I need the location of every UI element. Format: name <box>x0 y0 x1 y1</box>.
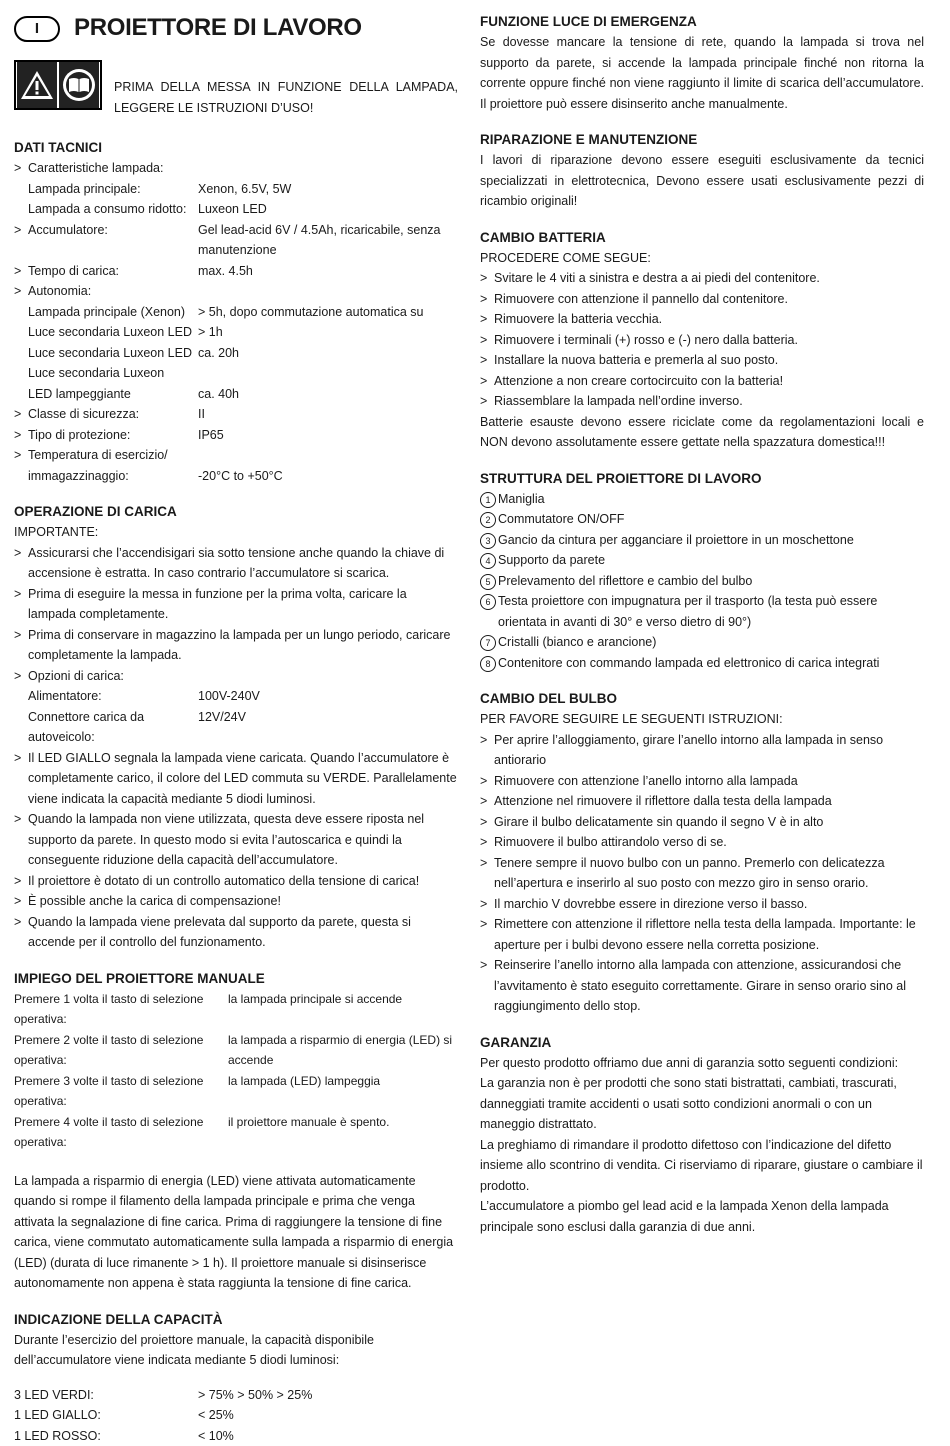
list-item: 8 Contenitore con commando lampada ed elettronico di carica integrati <box>480 653 924 674</box>
list-item: > Attenzione nel rimuovere il riflettore dalla testa della lampada <box>480 791 924 812</box>
warranty-line: L’accumulatore a piombo gel lead acid e la lampada Xenon della lampada principale sono esclusi dalla garanzia di due anni. <box>480 1196 924 1237</box>
list-item: > È possible anche la carica di compensazione! <box>14 891 458 912</box>
list-item: > Opzioni di carica: <box>14 666 458 687</box>
list-item: > Assicurarsi che l’accendisigari sia sotto tensione anche quando la chiave di accensione è estratta. In caso contrario l’accumulatore si scarica. <box>14 543 458 584</box>
list-item: > Quando la lampada viene prelevata dal supporto da parete, questa si accende per il controllo del funzionamento. <box>14 912 458 953</box>
list-item: 7 Cristalli (bianco e arancione) <box>480 632 924 653</box>
section-heading: RIPARAZIONE E MANUTENZIONE <box>480 130 924 150</box>
list-item: > Rimuovere con attenzione il pannello dal contenitore. <box>480 289 924 310</box>
page-title: PROIETTORE DI LAVORO <box>74 14 362 42</box>
list-item: > Il LED GIALLO segnala la lampada viene caricata. Quando l’accumulatore è completamente carico, il colore del LED commuta su VERDE. Parallelamente viene indicata la capacità mediante 5 diodi luminosi. <box>14 748 458 810</box>
left-column <box>14 0 458 1446</box>
spec-row: Lampada principale: Xenon, 6.5V, 5W <box>14 179 458 200</box>
warning-triangle-icon <box>17 62 57 108</box>
spec-row: Connettore carica da autoveicolo: 12V/24V <box>14 707 458 748</box>
warranty-line: Per questo prodotto offriamo due anni di garanzia sotto seguenti condizioni: <box>480 1053 924 1074</box>
list-item: 3 Gancio da cintura per agganciare il proiettore in un moschettone <box>480 530 924 551</box>
language-badge: I <box>14 16 60 42</box>
battery-paragraph: Batterie esauste devono essere riciclate come da regolamentazioni locali e NON devono assolutamente essere gettate nella spazzatura domestica!!! <box>480 412 924 453</box>
spec-row: Luce secondaria Luxeon LED ca. 20h <box>14 343 458 364</box>
warranty-line: La preghiamo di rimandare il prodotto difettoso con l’indicazione del difetto insieme allo scontrino di vendita. Ci riserviamo di riparare, giustare o cambiare il prodotto. <box>480 1135 924 1197</box>
capacity-paragraph: Durante l’esercizio del proiettore manuale, la capacità disponibile dell’accumulatore viene indicata mediante 5 diodi luminosi: <box>14 1330 458 1371</box>
list-item: > Rimuovere il bulbo attirandolo verso di se. <box>480 832 924 853</box>
spec-row: > Tempo di carica: max. 4.5h <box>14 261 458 282</box>
right-column <box>480 12 924 1237</box>
spec-row: > Classe di sicurezza: II <box>14 404 458 425</box>
list-item: > Rimuovere con attenzione l’anello intorno alla lampada <box>480 771 924 792</box>
operation-row: Premere 3 volte il tasto di selezione operativa: la lampada (LED) lampeggia <box>14 1071 458 1112</box>
list-item: 5 Prelevamento del riflettore e cambio del bulbo <box>480 571 924 592</box>
spec-row: Alimentatore: 100V-240V <box>14 686 458 707</box>
list-item: 4 Supporto da parete <box>480 550 924 571</box>
repair-paragraph: I lavori di riparazione devono essere eseguiti esclusivamente da tecnici specializzati in elettrotecnica, Devono essere usati esclusivamente pezzi di ricambio originali! <box>480 150 924 212</box>
warning-text: PRIMA DELLA MESSA IN FUNZIONE DELLA LAMPADA, LEGGERE LE ISTRUZIONI D’USO! <box>114 77 458 119</box>
operation-row: Premere 4 volte il tasto di selezione operativa: il proiettore manuale è spento. <box>14 1112 458 1153</box>
spec-row: Lampada a consumo ridotto: Luxeon LED <box>14 199 458 220</box>
usage-section <box>14 969 458 1294</box>
section-heading: FUNZIONE LUCE DI EMERGENZA <box>480 12 924 32</box>
operation-row: Premere 2 volte il tasto di selezione operativa: la lampada a risparmio di energia (LED) si accende <box>14 1030 458 1071</box>
section-heading: CAMBIO BATTERIA <box>480 228 924 248</box>
list-item: > Installare la nuova batteria e premerla al suo posto. <box>480 350 924 371</box>
section-heading: STRUTTURA DEL PROIETTORE DI LAVORO <box>480 469 924 489</box>
list-item: > Rimettere con attenzione il riflettore nella testa della lampada. Importante: le aperture per i bulbi devono essere nella corretta posizione. <box>480 914 924 955</box>
capacity-row: 1 LED GIALLO: < 25% <box>14 1405 458 1426</box>
lamp-features-label: Caratteristiche lampada: <box>28 158 458 179</box>
bulb-section <box>480 689 924 1017</box>
list-item: > Il proiettore è dotato di un controllo automatico della tensione di carica! <box>14 871 458 892</box>
warranty-line: La garanzia non è per prodotti che sono stati bistrattati, cambiati, trascurati, danneggiati tramite accidenti o usati sotto condizioni anormali o con un maneggio distrattato. <box>480 1073 924 1135</box>
repair-section <box>480 130 924 212</box>
subheading: PROCEDERE COME SEGUE: <box>480 248 924 269</box>
usage-paragraph: La lampada a risparmio di energia (LED) viene attivata automaticamente quando si rompe il filamento della lampada principale e prima che venga attivata la segnalazione di fine carica. Prima di raggiungere la tensione di fine carica, viene commutato automaticamente sulla lampada a risparmio di energia (LED) (durata di luce rimanente > 1 h). Il proiettore manuale si disinserisce autonomamente non appena è stata raggiunta la tensione di fine carica. <box>14 1171 458 1294</box>
subheading: PER FAVORE SEGUIRE LE SEGUENTI ISTRUZIONI: <box>480 709 924 730</box>
battery-section <box>480 228 924 453</box>
list-item: > Rimuovere i terminali (+) rosso e (-) nero dalla batteria. <box>480 330 924 351</box>
section-heading: INDICAZIONE DELLA CAPACITÀ <box>14 1310 458 1330</box>
list-item: > Attenzione a non creare cortocircuito con la batteria! <box>480 371 924 392</box>
subheading: IMPORTANTE: <box>14 522 458 543</box>
section-heading: CAMBIO DEL BULBO <box>480 689 924 709</box>
capacity-row: 1 LED ROSSO: < 10% <box>14 1426 458 1446</box>
warranty-section <box>480 1033 924 1238</box>
list-item: > Riassemblare la lampada nell’ordine inverso. <box>480 391 924 412</box>
emergency-section <box>480 12 924 114</box>
list-item: 1 Maniglia <box>480 489 924 510</box>
list-item: > Reinserire l’anello intorno alla lampada con attenzione, assicurandosi che l’avvitamento è stato eseguito correttamente. Girare in senso orario sino al raggiungimento dello stop. <box>480 955 924 1017</box>
warning-icons <box>14 60 102 110</box>
spec-row: > Temperatura di esercizio/ immagazzinaggio: -20°C to +50°C <box>14 445 458 486</box>
charging-section <box>14 502 458 953</box>
spec-row: Lampada principale (Xenon) > 5h, dopo commutazione automatica su <box>14 302 458 323</box>
spec-row: Luce secondaria Luxeon LED lampeggiante ca. 40h <box>14 363 458 404</box>
section-heading: GARANZIA <box>480 1033 924 1053</box>
list-item: > Per aprire l’alloggiamento, girare l’anello intorno alla lampada in senso antiorario <box>480 730 924 771</box>
list-item: > Rimuovere la batteria vecchia. <box>480 309 924 330</box>
list-item: > Quando la lampada non viene utilizzata, questa deve essere riposta nel supporto da parete. In questo modo si evita l’autoscarica e quindi la conseguente riduzione della capacità dell’accumulatore. <box>14 809 458 871</box>
spec-row: > Accumulatore: Gel lead-acid 6V / 4.5Ah, ricaricabile, senza manutenzione <box>14 220 458 261</box>
list-item: > Svitare le 4 viti a sinistra e destra a ai piedi del contenitore. <box>480 268 924 289</box>
operation-row: Premere 1 volta il tasto di selezione operativa: la lampada principale si accende <box>14 989 458 1030</box>
section-heading: IMPIEGO DEL PROIETTORE MANUALE <box>14 969 458 989</box>
title-row <box>14 0 458 52</box>
spec-row: > Tipo di protezione: IP65 <box>14 425 458 446</box>
technical-data-section: DATI TACNICI > Caratteristiche lampada: Lampada principale: Xenon, 6.5V, 5W Lampada a consumo ridotto: Luxeon LED > Accumulatore: Gel lead-acid 6V / 4.5Ah, ricaricabile, senza manutenzione > Tempo di carica: max. 4.5h > Autonomia: Lampada principale (Xenon) > 5h, dopo commutazione automatica su Luce secondaria Luxeon LED > 1h Luce secondaria Luxeon LED ca. 20h Luce secondaria Luxeon LED lampeggiante ca. 40h > Classe di sicurezza: II > Tipo di protezione: IP65 > Temperatura di esercizio/ immagazzinaggio: -20°C to +50°C <box>14 138 458 486</box>
spec-row: Luce secondaria Luxeon LED > 1h <box>14 322 458 343</box>
manual-book-icon <box>59 62 99 108</box>
list-item: > Girare il bulbo delicatamente sin quando il segno V è in alto <box>480 812 924 833</box>
list-item: > Prima di eseguire la messa in funzione per la prima volta, caricare la lampada completamente. <box>14 584 458 625</box>
structure-section <box>480 469 924 674</box>
list-item: 2 Commutatore ON/OFF <box>480 509 924 530</box>
emergency-paragraph: Se dovesse mancare la tensione di rete, quando la lampada si trova nel supporto da parete, si accende la lampada principale finché non ritorna la corrente oppure finché non viene raggiunto il limite di scarica dell’accumulatore. Il proiettore può essere disinserito anche manualmente. <box>480 32 924 114</box>
warning-row <box>14 60 458 112</box>
autonomy-label: Autonomia: <box>28 281 458 302</box>
section-heading: DATI TACNICI <box>14 138 458 158</box>
section-heading: OPERAZIONE DI CARICA <box>14 502 458 522</box>
capacity-row: 3 LED VERDI: > 75% > 50% > 25% <box>14 1385 458 1406</box>
list-item: 6 Testa proiettore con impugnatura per il trasporto (la testa può essere orientata in avanti di 30° e verso dietro di 90°) <box>480 591 924 632</box>
list-item: > Tenere sempre il nuovo bulbo con un panno. Premerlo con delicatezza nell’apertura e inserirlo al suo posto con mezzo giro in senso orario. <box>480 853 924 894</box>
list-item: > Prima di conservare in magazzino la lampada per un lungo periodo, caricare completamente la lampada. <box>14 625 458 666</box>
list-item: > Il marchio V dovrebbe essere in direzione verso il basso. <box>480 894 924 915</box>
